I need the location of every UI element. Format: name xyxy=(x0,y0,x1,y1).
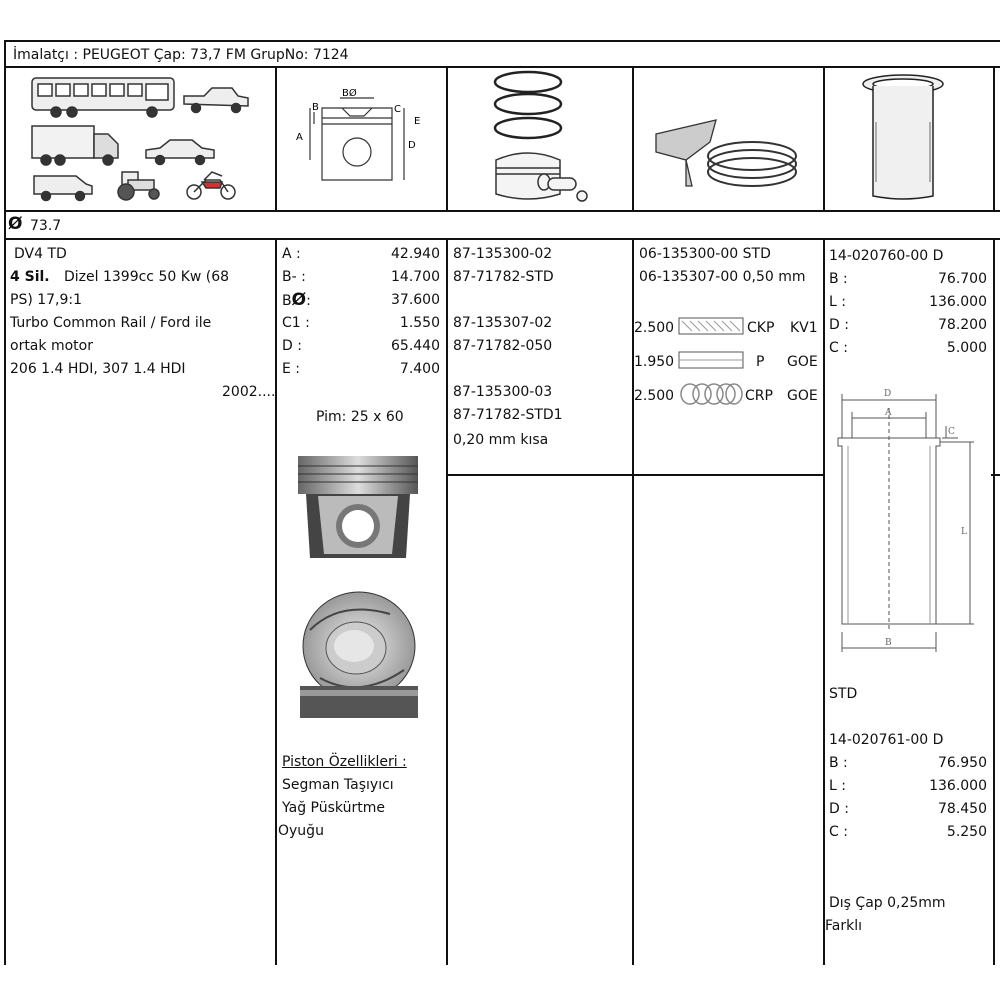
diameter-symbol: Ø xyxy=(8,214,23,234)
liner-2-label-c: C : xyxy=(829,824,848,840)
liner-1-value-l: 136.000 xyxy=(929,294,987,310)
header-title: İmalatçı : PEUGEOT Çap: 73,7 FM GrupNo: 7124 xyxy=(13,47,349,63)
engine-desc-2: ortak motor xyxy=(10,338,93,354)
piston-dim-value-b: 14.700 xyxy=(391,269,440,285)
ring-3-width: 2.500 xyxy=(634,388,675,404)
image-row-bottom-border xyxy=(4,210,1000,212)
ring-3-profile-icon xyxy=(678,381,744,407)
piston-dim-label-c1: C1 : xyxy=(282,315,310,331)
pickup-icon xyxy=(184,88,248,113)
col-divider-4 xyxy=(823,66,825,212)
piston-part-6: 87-71782-STD1 xyxy=(453,407,563,423)
liner-2-label-b: B : xyxy=(829,755,848,771)
liner-1-label-b: B : xyxy=(829,271,848,287)
piston-dim-value-bo: 37.600 xyxy=(391,292,440,308)
col-divider-1b xyxy=(275,238,277,965)
label-c: C xyxy=(394,104,401,115)
tractor-icon xyxy=(118,172,159,200)
liner-1-value-c: 5.000 xyxy=(946,340,987,356)
label-a: A xyxy=(296,132,303,143)
ring-1-code: KV1 xyxy=(790,320,818,336)
ring-2-width: 1.950 xyxy=(634,354,675,370)
liner-1-std: STD xyxy=(829,686,858,702)
label-bo: BØ xyxy=(342,88,357,99)
parts-cell-bottom-border xyxy=(446,474,825,476)
ring-2-code: GOE xyxy=(787,354,818,370)
liner-2-label-d: D : xyxy=(829,801,849,817)
liner-label-c: C xyxy=(948,427,955,437)
engine-spec-1: Dizel 1399cc 50 Kw (68 xyxy=(64,269,230,285)
ring-1-width: 2.500 xyxy=(634,320,675,336)
engine-cylinders: 4 Sil. xyxy=(10,269,50,285)
vehicle-icons-image xyxy=(26,72,256,206)
liner-label-b: B xyxy=(885,638,892,648)
liner-1-part: 14-020760-00 D xyxy=(829,248,944,264)
piston-dim-label-e: E : xyxy=(282,361,301,377)
piston-dim-label-bo: BØ: xyxy=(282,290,311,310)
engine-code: DV4 TD xyxy=(14,246,67,262)
piston-feature-2: Yağ Püskürtme xyxy=(282,800,385,816)
liner-1-label-c: C : xyxy=(829,340,848,356)
liner-2-part: 14-020761-00 D xyxy=(829,732,944,748)
pin-size: Pim: 25 x 60 xyxy=(316,409,404,425)
label-d: D xyxy=(408,140,416,151)
liner-image xyxy=(858,72,948,202)
piston-feature-3: Oyuğu xyxy=(278,823,324,839)
piston-dim-value-a: 42.940 xyxy=(391,246,440,262)
piston-photo-top xyxy=(300,590,418,718)
liner-1-label-l: L : xyxy=(829,294,846,310)
engine-models: 206 1.4 HDI, 307 1.4 HDI xyxy=(10,361,186,377)
liner-2-value-c: 5.250 xyxy=(946,824,987,840)
van-icon xyxy=(34,176,92,201)
ring-set-oversize: 06-135307-00 0,50 mm xyxy=(639,269,806,285)
col-divider-3b xyxy=(632,238,634,965)
piston-feature-1: Segman Taşıyıcı xyxy=(282,777,394,793)
ring-2-profile-icon xyxy=(678,349,744,371)
piston-dim-label-b: B- : xyxy=(282,269,306,285)
piston-part-1: 87-135300-02 xyxy=(453,246,553,262)
piston-part-4: 87-71782-050 xyxy=(453,338,553,354)
liner-2-note-1: Dış Çap 0,25mm xyxy=(829,895,946,911)
piston-rings-pin-image xyxy=(478,70,598,210)
bore-value: 73.7 xyxy=(30,218,62,234)
piston-part-3: 87-135307-02 xyxy=(453,315,553,331)
piston-part-5: 87-135300-03 xyxy=(453,384,553,400)
bus-icon xyxy=(32,78,174,117)
col-divider-2b xyxy=(446,238,448,965)
top-border xyxy=(4,40,1000,42)
engine-year: 2002.... xyxy=(222,384,276,400)
piston-features-title: Piston Özellikleri : xyxy=(282,754,407,770)
piston-dim-value-d: 65.440 xyxy=(391,338,440,354)
motorcycle-icon xyxy=(187,172,235,199)
piston-dimension-drawing xyxy=(292,84,434,190)
liner-label-a: A xyxy=(885,408,892,418)
label-b: B xyxy=(312,102,319,113)
right-edge-fragment xyxy=(991,474,1000,476)
left-border xyxy=(4,40,6,965)
piston-dim-value-c1: 1.550 xyxy=(399,315,440,331)
col-divider-1 xyxy=(275,66,277,212)
col-divider-4b xyxy=(823,238,825,965)
col-divider-3 xyxy=(632,66,634,212)
piston-part-note: 0,20 mm kısa xyxy=(453,432,549,448)
liner-2-note-2: Farklı xyxy=(825,918,862,934)
ring-set-std: 06-135300-00 STD xyxy=(639,246,771,262)
bore-row-bottom-border xyxy=(4,238,1000,240)
liner-2-label-l: L : xyxy=(829,778,846,794)
liner-2-value-b: 76.950 xyxy=(938,755,987,771)
liner-1-value-d: 78.200 xyxy=(938,317,987,333)
truck-icon xyxy=(32,126,118,165)
engine-desc-1: Turbo Common Rail / Ford ile xyxy=(10,315,212,331)
car-icon xyxy=(146,140,214,165)
liner-2-value-l: 136.000 xyxy=(929,778,987,794)
ring-1-profile-icon xyxy=(678,315,744,337)
liner-label-l: L xyxy=(961,527,967,537)
piston-dim-label-d: D : xyxy=(282,338,302,354)
ring-3-code: GOE xyxy=(787,388,818,404)
piston-part-2: 87-71782-STD xyxy=(453,269,554,285)
col-divider-5 xyxy=(993,66,995,212)
liner-dimension-drawing xyxy=(834,384,984,656)
col-divider-2 xyxy=(446,66,448,212)
ring-1-type: CKP xyxy=(747,320,775,336)
liner-label-d: D xyxy=(884,389,892,399)
piston-dim-value-e: 7.400 xyxy=(399,361,440,377)
engine-spec-2: PS) 17,9:1 xyxy=(10,292,83,308)
ring-set-image xyxy=(652,112,802,192)
piston-dim-label-a: A : xyxy=(282,246,301,262)
liner-2-value-d: 78.450 xyxy=(938,801,987,817)
liner-1-value-b: 76.700 xyxy=(938,271,987,287)
ring-2-type: P xyxy=(756,354,765,370)
col-divider-5b xyxy=(993,238,995,965)
ring-3-type: CRP xyxy=(745,388,773,404)
piston-photo-side xyxy=(296,454,420,560)
liner-1-label-d: D : xyxy=(829,317,849,333)
label-e: E xyxy=(414,116,421,127)
